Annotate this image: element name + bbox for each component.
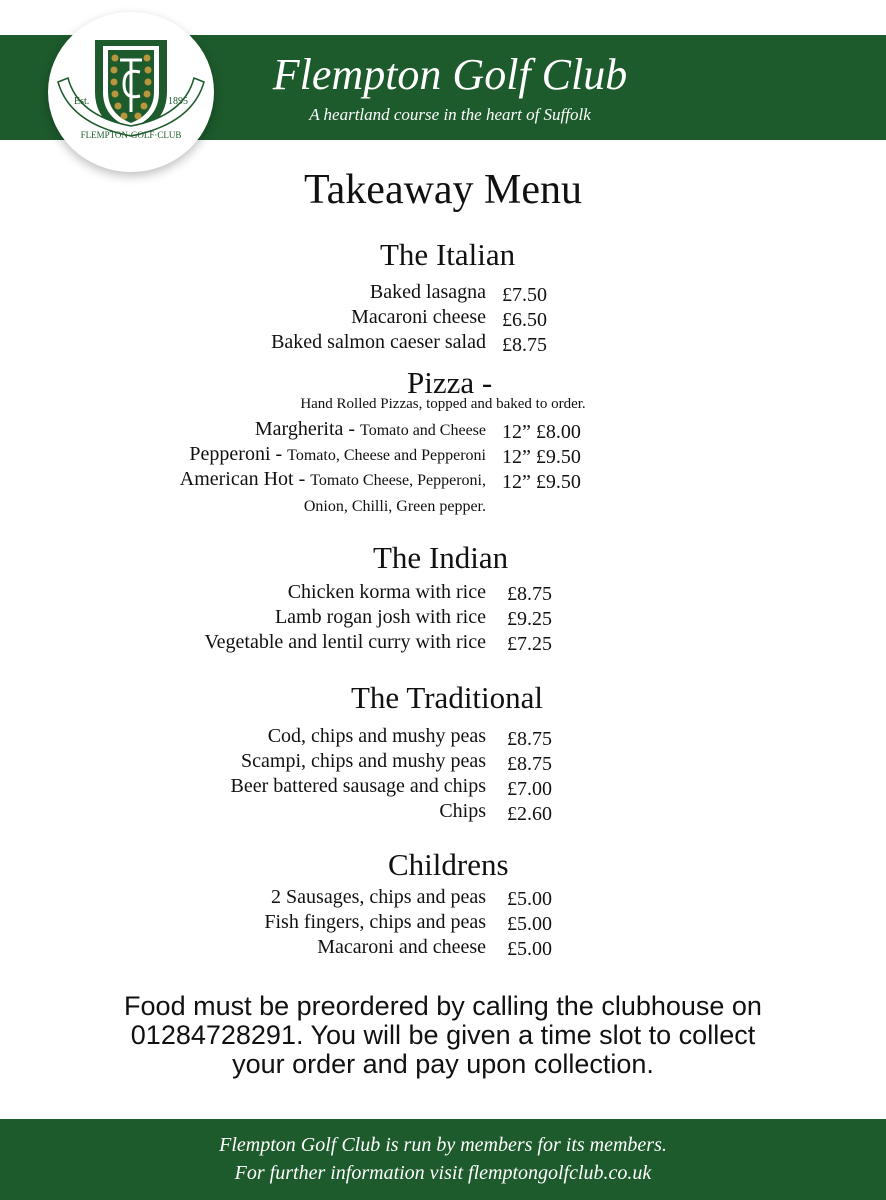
item-price: £6.50 (502, 309, 547, 331)
section-heading-childrens: Childrens (388, 847, 509, 882)
menu-item: Baked lasagna (369, 281, 486, 303)
menu-item: Macaroni and cheese (317, 936, 486, 958)
logo-est-text: Est. (74, 96, 90, 107)
item-price: £8.75 (502, 334, 547, 356)
item-price: 12” £9.50 (502, 471, 581, 493)
menu-item (189, 442, 486, 468)
item-price: £7.50 (502, 284, 547, 306)
notice-line: your order and pay upon collection. (232, 1049, 654, 1079)
logo-ribbon-text: FLEMPTON·GOLF·CLUB (80, 130, 182, 140)
item-price: £2.60 (507, 803, 552, 825)
item-price: £8.75 (507, 753, 552, 775)
menu-item: Chicken korma with rice (287, 581, 486, 603)
golf-club-crest-icon (48, 12, 214, 172)
item-price: 12” £8.00 (502, 421, 581, 443)
pizza-description: Tomato Cheese, Pepperoni, (310, 472, 486, 489)
item-price: £5.00 (507, 913, 552, 935)
item-price: 12” £9.50 (502, 446, 581, 468)
footer-line: Flempton Golf Club is run by members for its members. (219, 1134, 667, 1156)
menu-item: Lamb rogan josh with rice (274, 606, 486, 628)
menu-item: Cod, chips and mushy peas (267, 725, 486, 747)
footer-banner (0, 1119, 886, 1200)
menu-item: Baked salmon caeser salad (271, 331, 486, 353)
menu-item: Scampi, chips and mushy peas (241, 750, 486, 772)
footer-website-line: For further information visit flemptongolfclub.co.uk (234, 1162, 652, 1184)
menu-item (255, 417, 486, 443)
preorder-notice (0, 992, 886, 1079)
pizza-name: American Hot - (179, 468, 311, 490)
pizza-description-continued: Onion, Chilli, Green pepper. (303, 498, 486, 515)
club-name: Flempton Golf Club (272, 50, 628, 99)
notice-line: Food must be preordered by calling the clubhouse on (124, 991, 762, 1021)
item-price: £7.00 (507, 778, 552, 800)
item-price: £8.75 (507, 728, 552, 750)
logo-year-text: 1895 (168, 96, 188, 107)
club-tagline: A heartland course in the heart of Suffolk (309, 105, 591, 124)
section-heading-indian: The Indian (373, 540, 509, 575)
menu-item: Vegetable and lentil curry with rice (204, 631, 486, 653)
menu-item: Chips (439, 800, 486, 822)
pizza-name: Margherita - (254, 418, 361, 440)
menu-title: Takeaway Menu (303, 167, 583, 213)
item-price: £5.00 (507, 938, 552, 960)
section-heading-italian: The Italian (380, 237, 516, 272)
menu-item: Fish fingers, chips and peas (264, 911, 486, 933)
section-heading-pizza: Pizza - (407, 365, 493, 400)
pizza-description: Tomato and Cheese (360, 422, 486, 439)
club-logo (48, 12, 214, 172)
menu-item: Macaroni cheese (351, 306, 486, 328)
menu-item (180, 467, 486, 493)
menu-item: 2 Sausages, chips and peas (271, 886, 486, 908)
pizza-name: Pepperoni - (189, 443, 288, 465)
menu-item: Beer battered sausage and chips (230, 775, 486, 797)
item-price: £7.25 (507, 633, 552, 655)
item-price: £5.00 (507, 888, 552, 910)
pizza-subheading: Hand Rolled Pizzas, topped and baked to order. (300, 396, 586, 412)
section-heading-traditional: The Traditional (351, 680, 544, 715)
item-price: £9.25 (507, 608, 552, 630)
item-price: £8.75 (507, 583, 552, 605)
notice-line: 01284728291. You will be given a time slot to collect (130, 1020, 756, 1050)
pizza-description: Tomato, Cheese and Pepperoni (287, 447, 486, 464)
